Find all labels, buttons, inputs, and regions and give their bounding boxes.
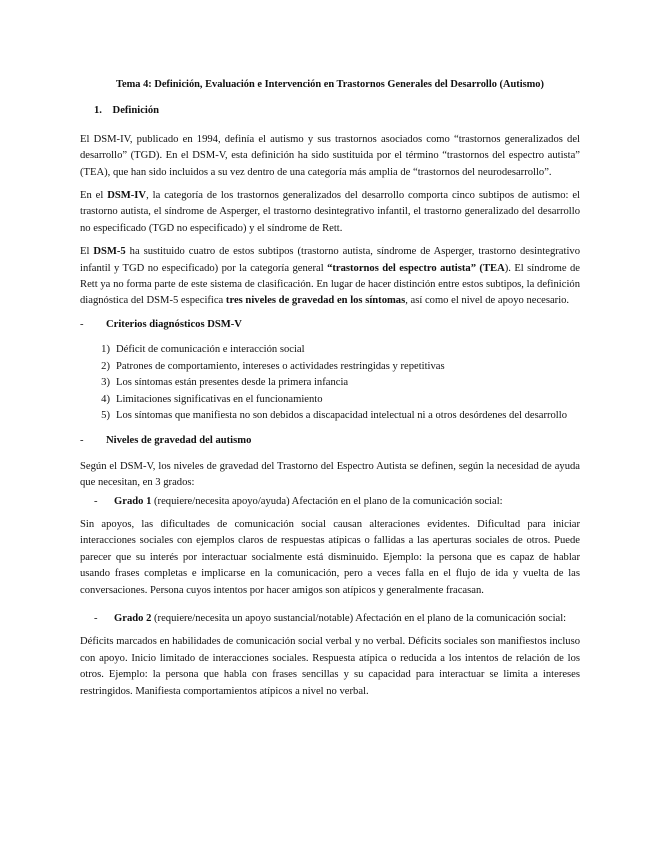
section-heading-definicion <box>94 103 580 119</box>
list-item: 2) Patrones de comportamiento, intereses o actividades restringidas y repetitivas <box>101 360 445 372</box>
paragraph-dsm-iv-subtypes: En el DSM-IV, la categoría de los trastornos generalizados del desarrollo comporta cinco subtipos de autismo: el trastorno autista, el síndrome de Asperger, el trastorno desintegrativo infantil, el trastorno generalizado del desarrollo no especificado (TGD no especificado) y el síndrome de Rett. <box>80 190 580 234</box>
criteria-list <box>80 342 580 424</box>
dash-marker: - <box>80 318 84 330</box>
paragraph-grade-2: Déficits marcados en habilidades de comunicación social verbal y no verbal. Déficits sociales son manifiestos incluso con apoyo. Inicio limitado de interacciones sociales. Respuesta atípica o reducida a los intentos de relación de los otros. Ejemplo: la persona que habla con frases sencillas y su capacidad para interactuar se limita a intereses restringidos. Manifiesta comportamientos atípicos a nivel no verbal. <box>80 636 580 697</box>
levels-heading <box>80 433 580 449</box>
list-item: 4) Limitaciones significativas en el funcionamiento <box>101 393 323 405</box>
grade-1-heading <box>80 494 580 510</box>
grade-1-text: (requiere/necesita apoyo/ayuda) Afectación en el plano de la comunicación social: <box>151 495 503 507</box>
criteria-heading-text: Criterios diagnósticos DSM-V <box>106 318 242 330</box>
grade-2-heading <box>80 611 580 627</box>
section-number: 1. <box>94 105 102 117</box>
paragraph-dsm-iv-intro: El DSM-IV, publicado en 1994, definía el autismo y sus trastornos asociados como “trastornos generalizados del desarrollo” (TGD). En el DSM-V, esta definición ha sido sustituida por el término “trastornos del espectro autista” (TEA), que han sido incluidos a su vez dentro de una categoría más amplia de “trastornos del neurodesarrollo”. <box>80 133 580 178</box>
list-item: 3) Los síntomas están presentes desde la primera infancia <box>101 377 349 389</box>
dash-marker: - <box>94 612 98 624</box>
grade-2-label: Grado 2 <box>114 612 152 624</box>
levels-heading-text: Niveles de gravedad del autismo <box>106 435 252 447</box>
document-page <box>80 77 580 707</box>
dash-marker: - <box>80 435 84 447</box>
grade-2-text: (requiere/necesita un apoyo sustancial/notable) Afectación en el plano de la comunicación social: <box>151 612 567 624</box>
document-title: Tema 4: Definición, Evaluación e Intervención en Trastornos Generales del Desarrollo (Autismo) <box>116 79 544 90</box>
list-item: 5) Los síntomas que manifiesta no son debidos a discapacidad intelectual ni a otros desórdenes del desarrollo <box>101 409 567 421</box>
dash-marker: - <box>94 495 98 507</box>
grade-1-label: Grado 1 <box>114 495 152 507</box>
criteria-heading <box>80 317 580 333</box>
paragraph-levels-intro: Según el DSM-V, los niveles de gravedad del Trastorno del Espectro Autista se definen, según la necesidad de ayuda que necesitan, en 3 grados: <box>80 460 580 489</box>
section-title: Definición <box>112 105 160 117</box>
list-item: 1) Déficit de comunicación e interacción social <box>101 344 305 356</box>
paragraph-dsm-5: El DSM-5 ha sustituido cuatro de estos subtipos (trastorno autista, síndrome de Asperger, trastorno desintegrativo infantil y TGD no especificado) por la categoría general “trastornos del espectro autista” (TEA). El síndrome de Rett ya no forma parte de este sistema de clasificación. En lugar de hacer distinción entre estos subtipos, la definición diagnóstica del DSM-5 especifica tres niveles de gravedad en los síntomas, así como el nivel de apoyo necesario. <box>80 246 581 307</box>
paragraph-grade-1: Sin apoyos, las dificultades de comunicación social causan alteraciones evidentes. Dificultad para iniciar interacciones sociales con ejemplos claros de respuestas atípicas o fallidas a las aperturas sociales de otros. Puede parecer que su interés por interactuar socialmente está disminuido. Ejemplo: la persona que es capaz de hablar usando frases completas e implicarse en la comunicación, pero a veces falla en el flujo de ida y vuelta de las conversaciones. Persona cuyos intentos por hacer amigos son atípicos y generalmente fracasan. <box>80 518 580 596</box>
